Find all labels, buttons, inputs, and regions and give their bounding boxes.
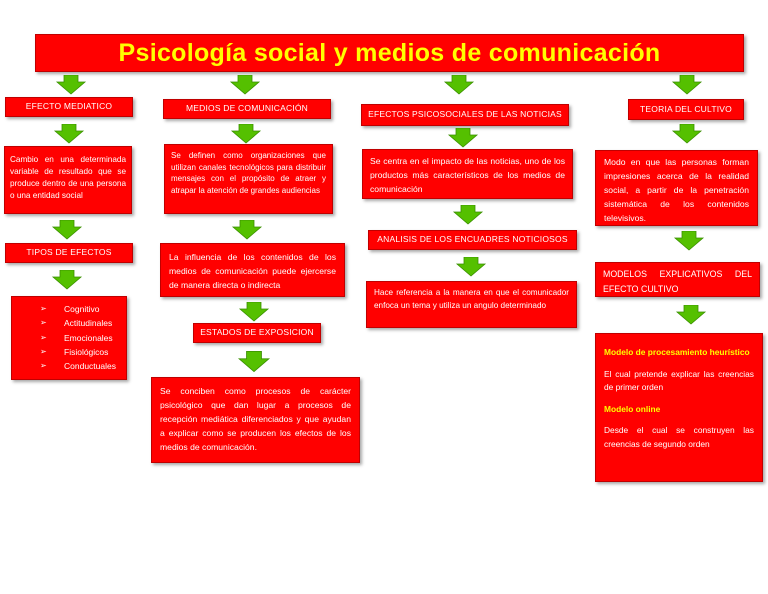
arrow-down-icon — [443, 75, 475, 95]
arrow-down-icon — [51, 220, 83, 240]
teoria-cultivo-definition-text: Modo en que las personas forman impresiones acerca de la realidad social, a partir de la penetración sistemática de los contenidos televisivos. — [604, 157, 749, 223]
estados-exposicion-header — [193, 323, 321, 343]
arrow-down-icon — [229, 75, 261, 95]
arrow-down-icon — [447, 128, 479, 148]
medios-comunicacion-definition-text: Se definen como organizaciones que utilizan canales tecnológicos para distribuir mensajes con el propósito de atraer y atrapar la atención de grandes audiencias — [171, 151, 326, 195]
efectos-psicosociales-header-label: EFECTOS PSICOSOCIALES DE LAS NOTICIAS — [368, 109, 562, 120]
arrow-down-icon — [230, 124, 262, 144]
tipos-efectos-list — [11, 296, 127, 380]
teoria-cultivo-definition — [595, 150, 758, 226]
influencia-contenidos-text: La influencia de los contenidos de los medios de comunicación puede ejercerse de manera directa o indirecta — [169, 252, 336, 290]
arrow-down-icon — [675, 305, 707, 325]
arrow-down-icon — [55, 75, 87, 95]
arrow-down-icon — [452, 205, 484, 225]
diagram-title: Psicología social y medios de comunicación — [118, 38, 661, 67]
estados-exposicion-description: Se conciben como procesos de carácter psicológico que dan lugar a procesos de recepción mediática diferenciados y que ayudan a explicar como se producen los efectos de los medios de comunicación. — [160, 386, 351, 452]
arrow-down-icon — [231, 220, 263, 240]
diagram-title-banner — [35, 34, 744, 72]
influencia-contenidos — [160, 243, 345, 297]
arrow-down-icon — [671, 75, 703, 95]
model-heuristico-text: El cual pretende explicar las creencias de primer orden — [604, 368, 754, 393]
medios-comunicacion-definition — [164, 144, 333, 214]
analisis-encuadres-text — [366, 281, 577, 328]
arrow-down-icon — [53, 124, 85, 144]
efectos-psicosociales-definition — [362, 149, 573, 199]
efectos-psicosociales-definition-text: Se centra en el impacto de las noticias, uno de los productos más característicos de los medios de comunicación — [370, 156, 565, 194]
estados-exposicion-text — [151, 377, 360, 463]
list-item: ➢ Actitudinales — [40, 316, 118, 330]
modelos-explicativos-header-label: MODELOS EXPLICATIVOS DEL EFECTO CULTIVO — [603, 269, 752, 294]
arrow-down-icon — [238, 302, 270, 322]
estados-exposicion-header-label: ESTADOS DE EXPOSICION — [200, 327, 314, 338]
modelos-explicativos-header — [595, 262, 760, 297]
model-online-text: Desde el cual se construyen las creencias de segundo orden — [604, 425, 754, 450]
efecto-mediatico-header-label: EFECTO MEDIATICO — [25, 101, 113, 112]
list-item: ➢ Cognitivo — [40, 302, 118, 316]
model-online-title: Modelo online — [604, 403, 661, 414]
arrow-down-icon — [455, 257, 487, 277]
list-item: ➢ Fisiológicos — [40, 345, 118, 359]
list-item: ➢ Emocionales — [40, 331, 118, 345]
arrow-down-icon — [671, 124, 703, 144]
efectos-psicosociales-header — [361, 104, 569, 126]
medios-comunicacion-header — [163, 99, 331, 119]
efecto-mediatico-definition-text: Cambio en una determinada variable de resultado que se produce dentro de una persona o una entidad social — [10, 155, 126, 200]
efecto-mediatico-definition — [4, 146, 132, 214]
model-heuristico-title: Modelo de procesamiento heurístico — [604, 347, 750, 357]
modelos-detail — [595, 333, 763, 482]
analisis-encuadres-description: Hace referencia a la manera en que el comunicador enfoca un tema y utiliza un angulo determinado — [374, 288, 569, 310]
teoria-cultivo-header — [628, 99, 744, 120]
efecto-mediatico-header — [5, 97, 133, 117]
teoria-cultivo-header-label: TEORIA DEL CULTIVO — [640, 103, 732, 114]
arrow-down-icon — [51, 270, 83, 290]
arrow-down-icon — [673, 231, 705, 251]
medios-comunicacion-header-label: MEDIOS DE COMUNICACIÓN — [186, 103, 308, 114]
analisis-encuadres-header — [368, 230, 577, 250]
list-item: ➢ Conductuales — [40, 359, 118, 373]
tipos-efectos-header-label: TIPOS DE EFECTOS — [26, 247, 112, 258]
analisis-encuadres-header-label: ANALISIS DE LOS ENCUADRES NOTICIOSOS — [377, 234, 568, 245]
arrow-down-icon — [237, 350, 271, 374]
tipos-efectos-header — [5, 243, 133, 263]
